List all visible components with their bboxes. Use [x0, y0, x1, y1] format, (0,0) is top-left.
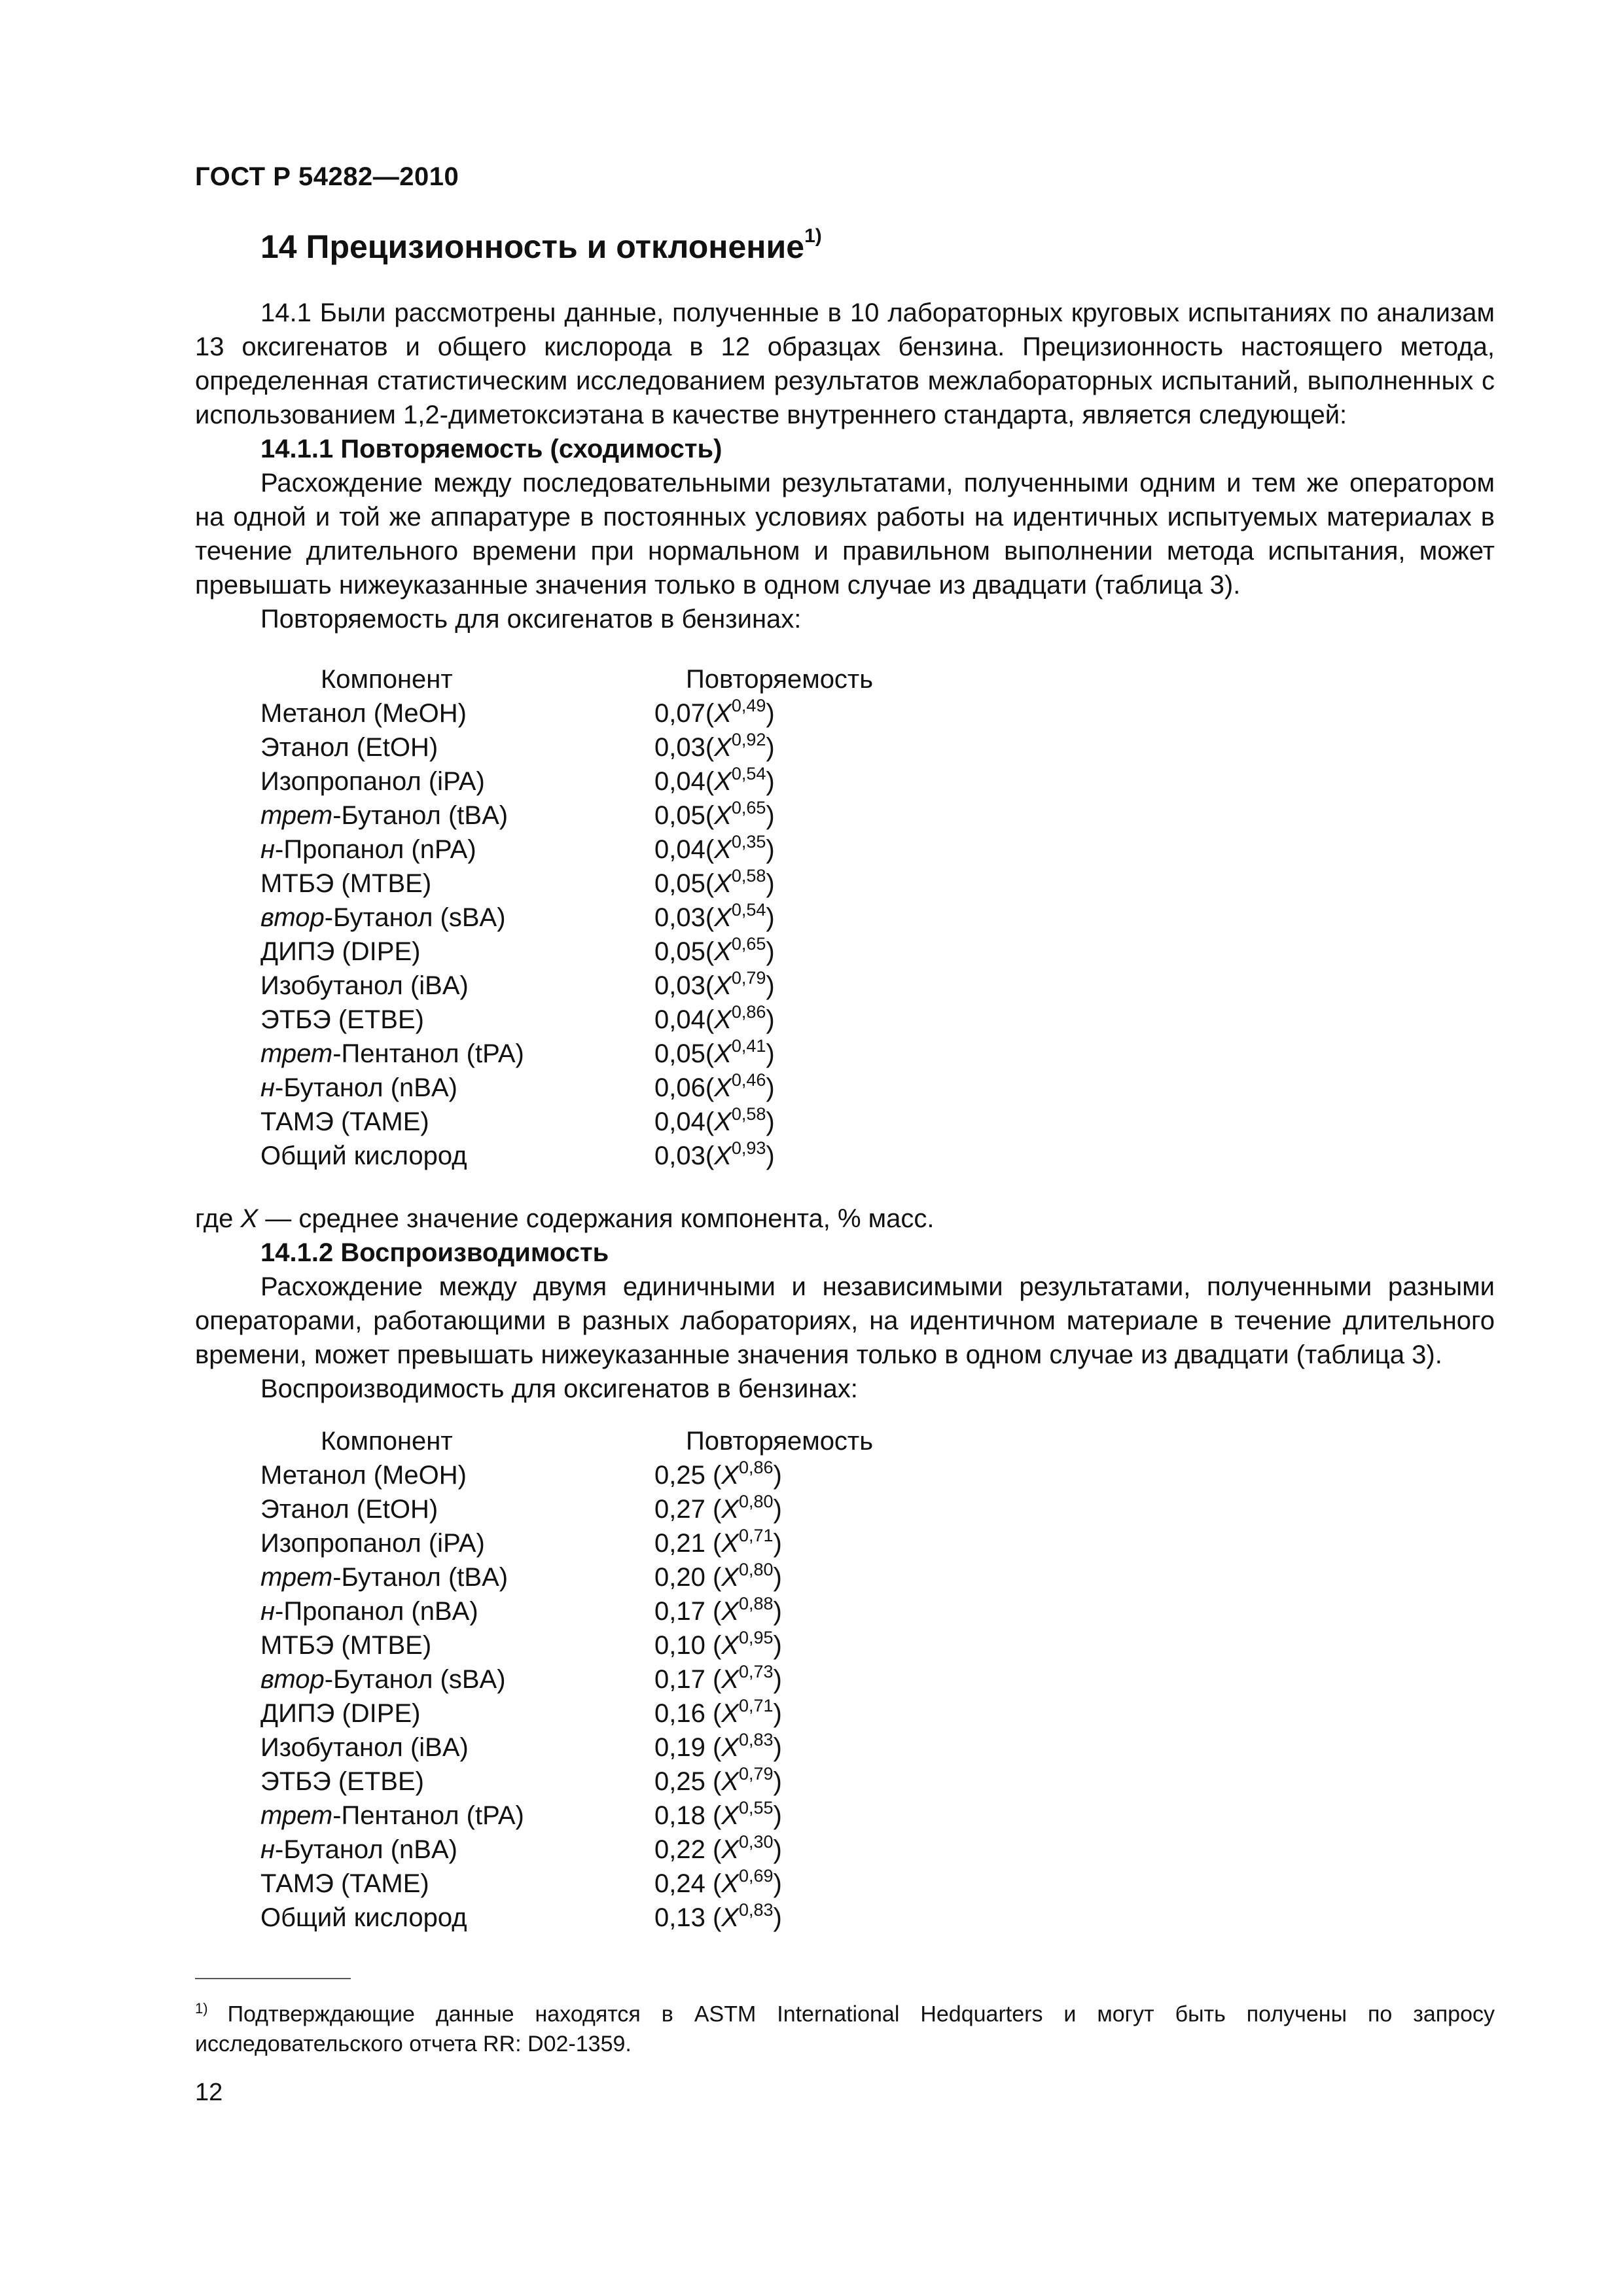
repeatability-component-cell: [260, 764, 654, 798]
repeatability-component-cell: [260, 1139, 654, 1173]
reproducibility-value-cell: [654, 1526, 782, 1560]
variable-x: X: [721, 1733, 739, 1762]
variable-x: X: [714, 903, 732, 932]
reproducibility-component-cell: [260, 1833, 654, 1867]
repeatability-col-component: Компонент: [321, 665, 453, 694]
component-name: ТАМЭ (TAME): [260, 1107, 429, 1136]
variable-x: X: [721, 1767, 739, 1796]
repeatability-value-cell: [654, 1139, 775, 1173]
exponent: 0,54: [731, 763, 766, 783]
coefficient: 0,05(: [654, 801, 715, 830]
reproducibility-value-cell: [654, 1765, 782, 1799]
closing-paren: ): [766, 699, 775, 728]
coefficient: 0,17 (: [654, 1597, 722, 1626]
repeatability-row: [260, 833, 915, 867]
repeatability-component-cell: [260, 1105, 654, 1139]
variable-x: X: [714, 971, 732, 1000]
coefficient: 0,05(: [654, 937, 715, 966]
footnote: [195, 1994, 1495, 2059]
exponent: 0,95: [738, 1627, 774, 1647]
reproducibility-value-cell: [654, 1833, 782, 1867]
coefficient: 0,05(: [654, 1039, 715, 1068]
coefficient: 0,22 (: [654, 1835, 722, 1864]
component-name: Метанол (MeOH): [260, 1461, 467, 1490]
variable-x: X: [714, 1005, 732, 1034]
component-prefix: трет: [260, 1801, 333, 1830]
reproducibility-row: [260, 1731, 915, 1765]
repeatability-value-cell: [654, 867, 775, 901]
where-rest: — среднее значение содержания компонента, % масс.: [258, 1204, 935, 1233]
repeatability-value-cell: [654, 901, 775, 935]
exponent: 0,41: [731, 1035, 766, 1056]
closing-paren: ): [773, 1767, 782, 1796]
repeatability-component-cell: [260, 696, 654, 730]
repeatability-row: [260, 901, 915, 935]
coefficient: 0,03(: [654, 971, 715, 1000]
repeatability-value-cell: [654, 1037, 775, 1071]
coefficient: 0,27 (: [654, 1495, 722, 1524]
component-name: Изобутанол (iBA): [260, 971, 469, 1000]
repeatability-component-cell: [260, 867, 654, 901]
variable-x: X: [714, 1039, 732, 1068]
reproducibility-table-header: [260, 1424, 915, 1458]
exponent: 0,54: [731, 899, 766, 920]
reproducibility-component-cell: [260, 1492, 654, 1526]
exponent: 0,88: [738, 1593, 774, 1613]
component-name: ДИПЭ (DIPE): [260, 1699, 421, 1728]
component-name: ЭТБЭ (ETBE): [260, 1767, 424, 1796]
repeatability-row: [260, 935, 915, 969]
variable-x: X: [714, 733, 732, 762]
component-name: Метанол (MeOH): [260, 699, 467, 728]
component-prefix: втор: [260, 903, 325, 932]
reproducibility-col-component: Компонент: [321, 1427, 453, 1456]
repeatability-component-cell: [260, 833, 654, 867]
reproducibility-row: [260, 1799, 915, 1833]
variable-x: X: [714, 801, 732, 830]
exponent: 0,69: [738, 1865, 774, 1886]
component-prefix: н: [260, 1073, 276, 1102]
where-variable: X: [240, 1204, 259, 1233]
component-name: ЭТБЭ (ETBE): [260, 1005, 424, 1034]
section-title-text: 14 Прецизионность и отклонение: [260, 228, 805, 265]
variable-x: X: [721, 1631, 739, 1660]
closing-paren: ): [766, 1005, 775, 1034]
closing-paren: ): [773, 1631, 782, 1660]
reproducibility-value-cell: [654, 1594, 782, 1628]
component-name: -Бутанол (tBA): [332, 801, 508, 830]
coefficient: 0,13 (: [654, 1903, 722, 1932]
repeatability-value-cell: [654, 1003, 775, 1037]
component-name: Общий кислород: [260, 1903, 467, 1932]
component-name: -Бутанол (tBA): [332, 1563, 508, 1592]
variable-x: X: [714, 1107, 732, 1136]
exponent: 0,58: [731, 865, 766, 886]
reproducibility-value-cell: [654, 1492, 782, 1526]
coefficient: 0,20 (: [654, 1563, 722, 1592]
component-name: МТБЭ (MTBE): [260, 869, 432, 898]
repeatability-value-cell: [654, 1071, 775, 1105]
component-name: -Бутанол (sBA): [324, 1665, 506, 1694]
closing-paren: ): [773, 1529, 782, 1558]
component-name: -Пропанол (nBA): [275, 1597, 478, 1626]
where-clause: [195, 1202, 935, 1236]
coefficient: 0,04(: [654, 1107, 715, 1136]
exponent: 0,79: [738, 1763, 774, 1784]
repeatability-value-cell: [654, 935, 775, 969]
component-name: Изопропанол (iPA): [260, 767, 485, 796]
exponent: 0,71: [738, 1525, 774, 1545]
reproducibility-component-cell: [260, 1458, 654, 1492]
repeatability-rows: [260, 696, 915, 1173]
where-prefix: где: [195, 1204, 241, 1233]
coefficient: 0,16 (: [654, 1699, 722, 1728]
reproducibility-value-cell: [654, 1560, 782, 1594]
coefficient: 0,04(: [654, 835, 715, 864]
heading-14-1-1: 14.1.1 Повторяемость (сходимость): [260, 435, 722, 463]
closing-paren: ): [766, 1141, 775, 1170]
coefficient: 0,10 (: [654, 1631, 722, 1660]
variable-x: X: [721, 1665, 739, 1694]
exponent: 0,71: [738, 1695, 774, 1715]
repeatability-row: [260, 764, 915, 798]
repeatability-value-cell: [654, 833, 775, 867]
component-prefix: трет: [260, 1039, 333, 1068]
reproducibility-component-cell: [260, 1799, 654, 1833]
repeatability-component-cell: [260, 1071, 654, 1105]
footnote-divider: [195, 1978, 351, 1979]
coefficient: 0,17 (: [654, 1665, 722, 1694]
repeatability-value-cell: [654, 969, 775, 1003]
coefficient: 0,21 (: [654, 1529, 722, 1558]
reproducibility-value-cell: [654, 1662, 782, 1696]
closing-paren: ): [766, 1107, 775, 1136]
reproducibility-row: [260, 1628, 915, 1662]
reproducibility-component-cell: [260, 1662, 654, 1696]
repeatability-component-cell: [260, 798, 654, 833]
reproducibility-row: [260, 1696, 915, 1731]
exponent: 0,58: [731, 1103, 766, 1124]
component-name: Этанол (EtOH): [260, 733, 438, 762]
coefficient: 0,25 (: [654, 1767, 722, 1796]
reproducibility-component-cell: [260, 1867, 654, 1901]
exponent: 0,46: [731, 1069, 766, 1090]
closing-paren: ): [773, 1597, 782, 1626]
repeatability-value-cell: [654, 798, 775, 833]
repeatability-row: [260, 1139, 915, 1173]
repeatability-intro: Повторяемость для оксигенатов в бензинах:: [260, 605, 802, 634]
reproducibility-value-cell: [654, 1458, 782, 1492]
component-name: -Пропанол (nPA): [275, 835, 476, 864]
exponent: 0,65: [731, 933, 766, 954]
closing-paren: ): [766, 903, 775, 932]
variable-x: X: [714, 937, 732, 966]
reproducibility-table: [260, 1424, 915, 1935]
repeatability-component-cell: [260, 1003, 654, 1037]
component-prefix: втор: [260, 1665, 325, 1694]
exponent: 0,80: [738, 1491, 774, 1511]
closing-paren: ): [766, 971, 775, 1000]
component-name: -Пентанол (tPA): [332, 1801, 524, 1830]
repeatability-component-cell: [260, 969, 654, 1003]
component-prefix: н: [260, 1597, 276, 1626]
repeatability-component-cell: [260, 901, 654, 935]
coefficient: 0,03(: [654, 733, 715, 762]
closing-paren: ): [773, 1903, 782, 1932]
closing-paren: ): [766, 835, 775, 864]
variable-x: X: [721, 1529, 739, 1558]
reproducibility-value-cell: [654, 1731, 782, 1765]
reproducibility-row: [260, 1458, 915, 1492]
page-number: 12: [195, 2079, 223, 2106]
coefficient: 0,18 (: [654, 1801, 722, 1830]
reproducibility-value-cell: [654, 1696, 782, 1731]
variable-x: X: [721, 1835, 739, 1864]
closing-paren: ): [773, 1665, 782, 1694]
exponent: 0,65: [731, 797, 766, 817]
reproducibility-component-cell: [260, 1594, 654, 1628]
coefficient: 0,07(: [654, 699, 715, 728]
exponent: 0,83: [738, 1899, 774, 1920]
repeatability-value-cell: [654, 1105, 775, 1139]
exponent: 0,73: [738, 1661, 774, 1681]
reproducibility-row: [260, 1765, 915, 1799]
component-name: -Пентанол (tPA): [332, 1039, 524, 1068]
component-name: Этанол (EtOH): [260, 1495, 438, 1524]
closing-paren: ): [773, 1563, 782, 1592]
closing-paren: ): [766, 869, 775, 898]
component-prefix: трет: [260, 801, 333, 830]
section-title: [260, 225, 822, 266]
closing-paren: ): [773, 1495, 782, 1524]
reproducibility-value-cell: [654, 1867, 782, 1901]
repeatability-paragraph-text: Расхождение между последовательными результатами, полученными одним и тем же оператором на одной и той же аппаратуре в постоянных условиях работы на идентичных испытуемых материалах в течение длительного времени при нормальном и правильном выполнении метода испытания, может превышать нижеуказанные значения только в одном случае из двадцати (таблица 3).: [195, 469, 1495, 600]
repeatability-table-header: [260, 662, 915, 696]
heading-14-1-2: 14.1.2 Воспроизводимость: [260, 1238, 609, 1267]
closing-paren: ): [766, 1073, 775, 1102]
repeatability-col-value: Повторяемость: [686, 665, 874, 694]
exponent: 0,80: [738, 1559, 774, 1579]
exponent: 0,79: [731, 967, 766, 988]
repeatability-row: [260, 730, 915, 764]
variable-x: X: [721, 1563, 739, 1592]
repeatability-row: [260, 696, 915, 730]
reproducibility-row: [260, 1833, 915, 1867]
section-footnote-ref: 1): [804, 225, 822, 247]
reproducibility-intro: Воспроизводимость для оксигенатов в бензинах:: [260, 1374, 858, 1403]
paragraph-14-1-text: 14.1 Были рассмотрены данные, полученные в 10 лабораторных круговых испытаниях по анализам 13 оксигенатов и общего кислорода в 12 образцах бензина. Прецизионность настоящего метода, определенная статистическим исследованием результатов межлабораторных испытаний, выполненных с использованием 1,2-диметоксиэтана в качестве внутреннего стандарта, является следующей:: [195, 298, 1495, 429]
coefficient: 0,06(: [654, 1073, 715, 1102]
component-name: МТБЭ (MTBE): [260, 1631, 432, 1660]
reproducibility-row: [260, 1867, 915, 1901]
reproducibility-row: [260, 1901, 915, 1935]
repeatability-value-cell: [654, 764, 775, 798]
exponent: 0,93: [731, 1138, 766, 1158]
coefficient: 0,24 (: [654, 1869, 722, 1898]
variable-x: X: [714, 1141, 732, 1170]
variable-x: X: [721, 1597, 739, 1626]
reproducibility-paragraph-text: Расхождение между двумя единичными и независимыми результатами, полученными разными операторами, работающими в разных лабораториях, на идентичном материале в течение длительного времени, может превышать нижеуказанные значения только в одном случае из двадцати (таблица 3).: [195, 1272, 1495, 1369]
component-name: -Бутанол (nBA): [275, 1073, 457, 1102]
closing-paren: ): [766, 733, 775, 762]
reproducibility-col-value: Повторяемость: [686, 1427, 874, 1456]
exponent: 0,49: [731, 695, 766, 715]
component-name: -Бутанол (sBA): [324, 903, 506, 932]
repeatability-value-cell: [654, 730, 775, 764]
closing-paren: ): [773, 1801, 782, 1830]
coefficient: 0,04(: [654, 1005, 715, 1034]
component-name: -Бутанол (nBA): [275, 1835, 457, 1864]
component-name: Изопропанол (iPA): [260, 1529, 485, 1558]
repeatability-component-cell: [260, 1037, 654, 1071]
repeatability-row: [260, 1037, 915, 1071]
reproducibility-component-cell: [260, 1901, 654, 1935]
reproducibility-component-cell: [260, 1526, 654, 1560]
component-name: ДИПЭ (DIPE): [260, 937, 421, 966]
coefficient: 0,03(: [654, 1141, 715, 1170]
repeatability-component-cell: [260, 730, 654, 764]
variable-x: X: [714, 835, 732, 864]
closing-paren: ): [773, 1461, 782, 1490]
repeatability-row: [260, 867, 915, 901]
reproducibility-component-cell: [260, 1628, 654, 1662]
variable-x: X: [714, 1073, 732, 1102]
component-prefix: трет: [260, 1563, 333, 1592]
variable-x: X: [714, 767, 732, 796]
coefficient: 0,19 (: [654, 1733, 722, 1762]
exponent: 0,92: [731, 729, 766, 749]
footnote-text: Подтверждающие данные находятся в ASTM International Hedquarters и могут быть получены по запросу исследовательского отчета RR: D02-1359.: [195, 2001, 1495, 2057]
closing-paren: ): [766, 937, 775, 966]
closing-paren: ): [773, 1869, 782, 1898]
closing-paren: ): [766, 767, 775, 796]
exponent: 0,86: [731, 1001, 766, 1022]
variable-x: X: [721, 1699, 739, 1728]
variable-x: X: [721, 1903, 739, 1932]
reproducibility-row: [260, 1594, 915, 1628]
repeatability-row: [260, 1071, 915, 1105]
variable-x: X: [721, 1869, 739, 1898]
reproducibility-rows: [260, 1458, 915, 1935]
component-name: Общий кислород: [260, 1141, 467, 1170]
repeatability-row: [260, 1003, 915, 1037]
reproducibility-row: [260, 1560, 915, 1594]
reproducibility-row: [260, 1662, 915, 1696]
coefficient: 0,25 (: [654, 1461, 722, 1490]
reproducibility-value-cell: [654, 1901, 782, 1935]
paragraph-14-1: [195, 296, 1495, 432]
reproducibility-row: [260, 1526, 915, 1560]
reproducibility-component-cell: [260, 1731, 654, 1765]
component-name: Изобутанол (iBA): [260, 1733, 469, 1762]
exponent: 0,83: [738, 1729, 774, 1749]
repeatability-component-cell: [260, 935, 654, 969]
closing-paren: ): [773, 1699, 782, 1728]
component-prefix: н: [260, 835, 276, 864]
variable-x: X: [721, 1801, 739, 1830]
reproducibility-component-cell: [260, 1560, 654, 1594]
document-header: ГОСТ Р 54282—2010: [195, 162, 459, 191]
component-name: ТАМЭ (TAME): [260, 1869, 429, 1898]
coefficient: 0,03(: [654, 903, 715, 932]
footnote-marker: 1): [195, 2000, 208, 2017]
repeatability-table: [260, 662, 915, 1173]
variable-x: X: [714, 699, 732, 728]
coefficient: 0,05(: [654, 869, 715, 898]
exponent: 0,55: [738, 1797, 774, 1818]
exponent: 0,86: [738, 1457, 774, 1477]
reproducibility-value-cell: [654, 1628, 782, 1662]
repeatability-row: [260, 969, 915, 1003]
closing-paren: ): [773, 1733, 782, 1762]
repeatability-value-cell: [654, 696, 775, 730]
closing-paren: ): [773, 1835, 782, 1864]
variable-x: X: [721, 1495, 739, 1524]
reproducibility-row: [260, 1492, 915, 1526]
reproducibility-value-cell: [654, 1799, 782, 1833]
variable-x: X: [714, 869, 732, 898]
reproducibility-paragraph: [195, 1270, 1495, 1372]
repeatability-row: [260, 798, 915, 833]
reproducibility-component-cell: [260, 1765, 654, 1799]
component-prefix: н: [260, 1835, 276, 1864]
repeatability-row: [260, 1105, 915, 1139]
coefficient: 0,04(: [654, 767, 715, 796]
closing-paren: ): [766, 1039, 775, 1068]
exponent: 0,35: [731, 831, 766, 852]
reproducibility-component-cell: [260, 1696, 654, 1731]
variable-x: X: [721, 1461, 739, 1490]
exponent: 0,30: [738, 1831, 774, 1852]
repeatability-paragraph: [195, 466, 1495, 602]
closing-paren: ): [766, 801, 775, 830]
